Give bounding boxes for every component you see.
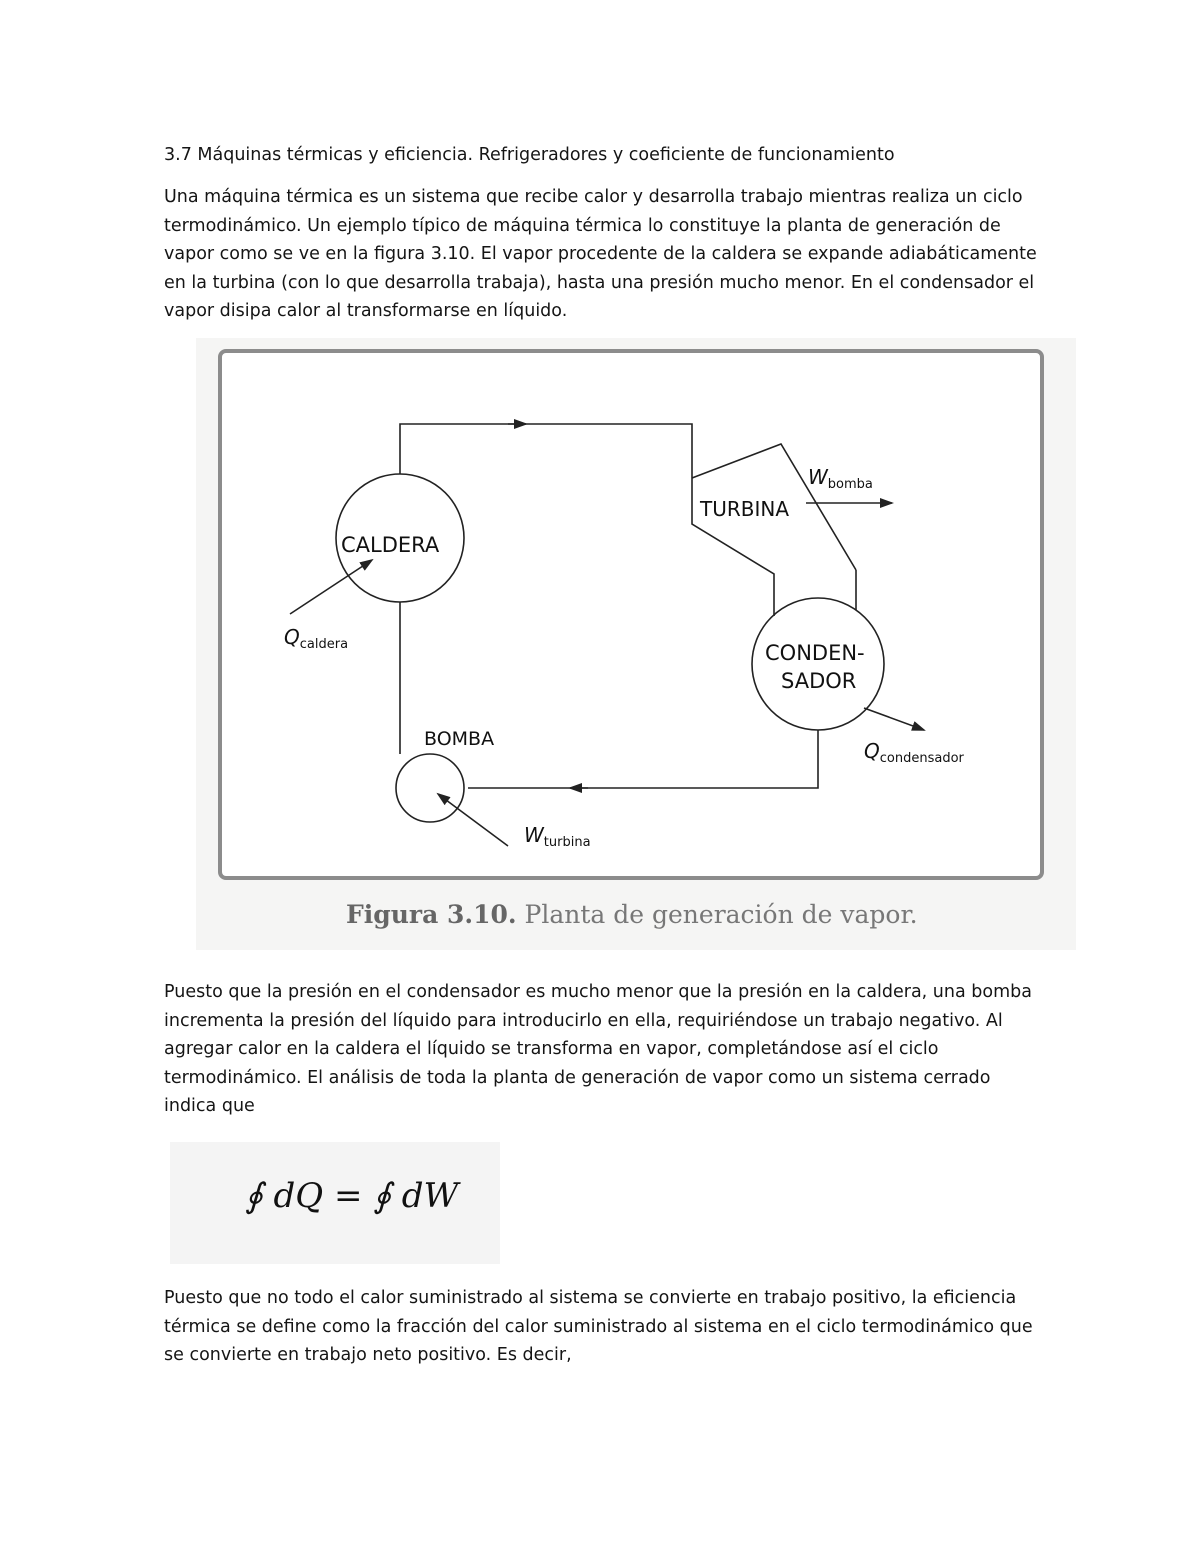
- caption-text: Planta de generación de vapor.: [524, 900, 918, 929]
- label-q-condensador: $Q_{condensador}$: [864, 739, 964, 766]
- equation-box: [170, 1142, 500, 1264]
- label-bomba: BOMBA: [424, 728, 495, 750]
- section-heading: 3.7 Máquinas térmicas y eficiencia. Refrigeradores y coeficiente de funcionamiento: [164, 145, 895, 165]
- condensate-pipe: [468, 730, 818, 788]
- steam-plant-diagram: [196, 338, 1076, 898]
- label-condensador-1: CONDEN-: [765, 641, 865, 665]
- bomba-circle: [396, 754, 464, 822]
- label-turbina: TURBINA: [700, 497, 790, 521]
- label-condensador-2: SADOR: [781, 669, 857, 693]
- w-turbina-arrow: [438, 794, 508, 846]
- figure-3-10: [196, 338, 1076, 950]
- figure-caption: [346, 900, 1046, 929]
- label-caldera: CALDERA: [341, 533, 440, 557]
- label-w-bomba: $W_{bomba}$: [808, 465, 873, 492]
- caption-label: Figura 3.10.: [346, 900, 517, 929]
- paragraph-efficiency: Puesto que no todo el calor suministrado al sistema se convierte en trabajo positivo, la eficiencia térmica se define como la fracción del calor suministrado al sistema en el ciclo termodinámico que se convierte en trabajo neto positivo. Es decir,: [164, 1288, 1033, 1365]
- label-w-turbina: $W_{turbina}$: [524, 823, 591, 850]
- q-condensador-arrow: [864, 708, 924, 730]
- equation-cycle: ∮ dQ = ∮ dW: [245, 1176, 459, 1216]
- paragraph-intro: Una máquina térmica es un sistema que recibe calor y desarrolla trabajo mientras realiza un ciclo termodinámico. Un ejemplo típico de máquina térmica lo constituye la planta de generación de vapor como se ve en la figura 3.10. El vapor procedente de la caldera se expande adiabáticamente en la turbina (con lo que desarrolla trabaja), hasta una presión mucho menor. En el condensador el vapor disipa calor al transformarse en líquido.: [164, 187, 1037, 321]
- paragraph-pump: Puesto que la presión en el condensador es mucho menor que la presión en la caldera, una bomba incrementa la presión del líquido para introducirlo en ella, requiriéndose un trabajo negativo. Al agregar calor en la caldera el líquido se transforma en vapor, completándose así el ciclo termodinámico. El análisis de toda la planta de generación de vapor como un sistema cerrado indica que: [164, 982, 1032, 1116]
- label-q-caldera: $Q_{caldera}$: [284, 625, 349, 652]
- steam-pipe-top: [400, 424, 692, 478]
